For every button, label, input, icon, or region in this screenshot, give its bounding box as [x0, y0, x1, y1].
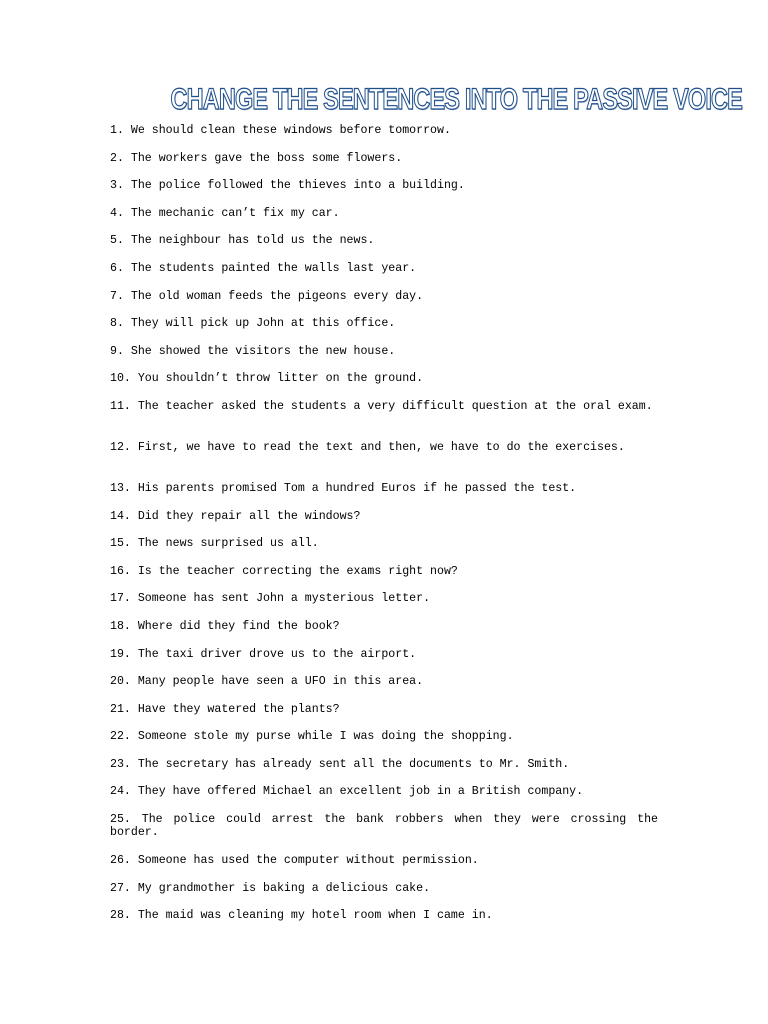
exercise-item: 26. Someone has used the computer without permission. [110, 854, 479, 868]
exercise-item: 23. The secretary has already sent all the documents to Mr. Smith. [110, 757, 570, 771]
exercise-item: 1. We should clean these windows before tomorrow. [110, 124, 451, 137]
exercise-item: 11. The teacher asked the students a very difficult question at the oral exam. [110, 399, 653, 413]
exercise-item: 17. Someone has sent John a mysterious letter. [110, 592, 431, 606]
exercise-item: 5. The neighbour has told us the news. [110, 234, 375, 248]
exercise-item: 7. The old woman feeds the pigeons every day. [110, 289, 424, 303]
exercise-item: 18. Where did they find the book? [110, 619, 340, 633]
exercise-item: 16. Is the teacher correcting the exams right now? [110, 564, 458, 578]
exercise-item: 21. Have they watered the plants? [110, 702, 340, 716]
exercise-item: 8. They will pick up John at this office. [110, 317, 396, 331]
exercise-item: 14. Did they repair all the windows? [110, 509, 361, 523]
exercise-item: 9. She showed the visitors the new house. [110, 344, 396, 358]
exercise-item: 2. The workers gave the boss some flowers. [110, 151, 403, 165]
exercise-item: 4. The mechanic can’t fix my car. [110, 206, 340, 220]
exercise-item: 19. The taxi driver drove us to the airport. [110, 647, 417, 661]
exercise-item: 22. Someone stole my purse while I was doing the shopping. [110, 730, 514, 744]
exercise-item: 25. The police could arrest the bank robbers when they were crossing the border. [110, 813, 658, 840]
exercise-item: 27. My grandmother is baking a delicious cake. [110, 881, 431, 895]
exercise-item: 10. You shouldn’t throw litter on the ground. [110, 372, 424, 386]
exercise-item: 13. His parents promised Tom a hundred Euros if he passed the test. [110, 481, 577, 495]
exercise-item: 6. The students painted the walls last year. [110, 261, 417, 275]
exercise-list [110, 124, 658, 937]
exercise-item: 24. They have offered Michael an excellent job in a British company. [110, 785, 584, 799]
exercise-item: 20. Many people have seen a UFO in this area. [110, 675, 424, 689]
exercise-item: 3. The police followed the thieves into a building. [110, 179, 465, 193]
exercise-item: 28. The maid was cleaning my hotel room when I came in. [110, 909, 493, 923]
exercise-item: 15. The news surprised us all. [110, 537, 319, 551]
exercise-item: 12. First, we have to read the text and then, we have to do the exercises. [110, 440, 625, 454]
worksheet-title: CHANGE THE SENTENCES INTO THE PASSIVE VOICE [170, 83, 742, 116]
